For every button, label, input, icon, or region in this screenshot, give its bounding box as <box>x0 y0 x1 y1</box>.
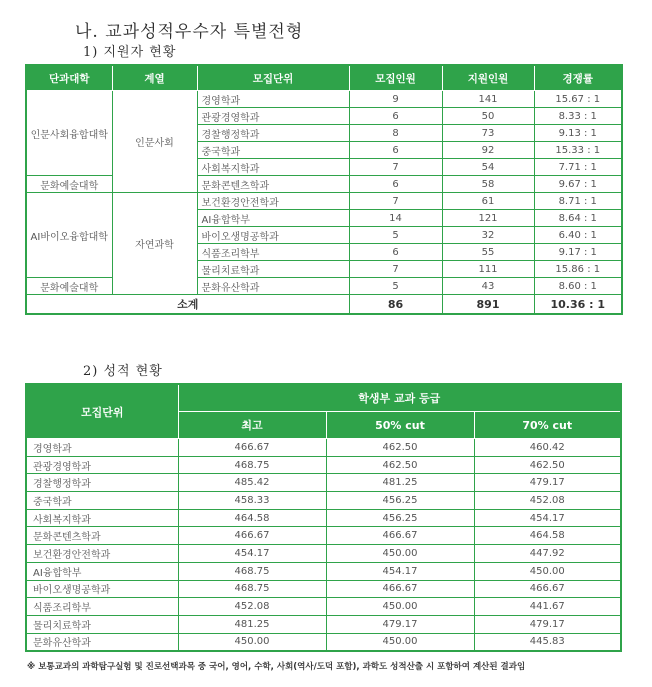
cut70-cell: 462.50 <box>474 456 621 474</box>
ratio-cell: 15.86 : 1 <box>534 261 622 278</box>
header-unit: 모집단위 <box>26 384 178 439</box>
header-50-cut: 50% cut <box>326 412 474 439</box>
applicants-cell: 58 <box>442 176 534 193</box>
table-row <box>26 545 621 563</box>
field-cell: 인문사회 <box>112 91 197 193</box>
grade-status-heading: 2) 성적 현황 <box>83 364 163 379</box>
header-70-cut: 70% cut <box>474 412 621 439</box>
applicants-cell: 141 <box>442 91 534 108</box>
table-row <box>26 474 621 492</box>
top-score-cell: 481.25 <box>178 615 326 633</box>
ratio-cell: 8.64 : 1 <box>534 210 622 227</box>
unit-cell: 바이오생명공학과 <box>197 227 349 244</box>
header-grade-group: 학생부 교과 등급 <box>178 384 621 412</box>
top-score-cell: 468.75 <box>178 580 326 598</box>
cut50-cell: 454.17 <box>326 562 474 580</box>
table-row <box>26 615 621 633</box>
cut50-cell: 450.00 <box>326 598 474 616</box>
table-row <box>26 439 621 457</box>
table-row <box>26 527 621 545</box>
cut50-cell: 462.50 <box>326 439 474 457</box>
cut70-cell: 479.17 <box>474 615 621 633</box>
quota-cell: 6 <box>349 244 442 261</box>
quota-cell: 7 <box>349 193 442 210</box>
cut50-cell: 456.25 <box>326 492 474 510</box>
top-score-cell: 452.08 <box>178 598 326 616</box>
applicants-cell: 92 <box>442 142 534 159</box>
top-score-cell: 458.33 <box>178 492 326 510</box>
field-cell: 자연과학 <box>112 193 197 295</box>
cut50-cell: 481.25 <box>326 474 474 492</box>
college-cell: 인문사회융합대학 <box>26 91 112 176</box>
unit-cell: 경영학과 <box>197 91 349 108</box>
college-cell: 문화예술대학 <box>26 176 112 193</box>
unit-cell: 식품조리학부 <box>197 244 349 261</box>
top-score-cell: 485.42 <box>178 474 326 492</box>
cut70-cell: 441.67 <box>474 598 621 616</box>
college-cell: AI바이오융합대학 <box>26 193 112 278</box>
quota-cell: 5 <box>349 278 442 295</box>
total-label: 소계 <box>26 295 349 315</box>
table-header-row <box>26 65 622 91</box>
unit-cell: AI융합학부 <box>26 562 178 580</box>
applicant-status-heading: 1) 지원자 현황 <box>83 45 177 60</box>
cut70-cell: 452.08 <box>474 492 621 510</box>
ratio-cell: 7.71 : 1 <box>534 159 622 176</box>
cut70-cell: 464.58 <box>474 527 621 545</box>
quota-cell: 6 <box>349 108 442 125</box>
cut50-cell: 462.50 <box>326 456 474 474</box>
header-top: 최고 <box>178 412 326 439</box>
applicants-cell: 43 <box>442 278 534 295</box>
top-score-cell: 466.67 <box>178 527 326 545</box>
quota-cell: 9 <box>349 91 442 108</box>
table-row <box>26 598 621 616</box>
total-applicants: 891 <box>442 295 534 315</box>
unit-cell: 관광경영학과 <box>197 108 349 125</box>
quota-cell: 7 <box>349 261 442 278</box>
cut50-cell: 479.17 <box>326 615 474 633</box>
footnote: ※ 보통교과의 과학탐구실험 및 진로선택과목 중 국어, 영어, 수학, 사회(역사/도덕 포함), 과학도 성적산출 시 포함하여 계산된 결과임 <box>27 662 526 672</box>
header-applicants: 지원인원 <box>442 65 534 91</box>
cut50-cell: 466.67 <box>326 527 474 545</box>
quota-cell: 7 <box>349 159 442 176</box>
unit-cell: 문화유산학과 <box>26 633 178 651</box>
top-score-cell: 450.00 <box>178 633 326 651</box>
unit-cell: 관광경영학과 <box>26 456 178 474</box>
cut70-cell: 460.42 <box>474 439 621 457</box>
applicants-cell: 32 <box>442 227 534 244</box>
applicants-cell: 111 <box>442 261 534 278</box>
unit-cell: 보건환경안전학과 <box>26 545 178 563</box>
table-row <box>26 562 621 580</box>
quota-cell: 14 <box>349 210 442 227</box>
cut50-cell: 450.00 <box>326 545 474 563</box>
header-field: 계열 <box>112 65 197 91</box>
unit-cell: 사회복지학과 <box>26 509 178 527</box>
applicants-cell: 121 <box>442 210 534 227</box>
applicant-status-table <box>25 64 623 315</box>
table-row <box>26 633 621 651</box>
header-unit: 모집단위 <box>197 65 349 91</box>
section-title: 나. 교과성적우수자 특별전형 <box>75 22 304 42</box>
table-header-row <box>26 384 621 412</box>
unit-cell: 중국학과 <box>197 142 349 159</box>
unit-cell: 문화유산학과 <box>197 278 349 295</box>
ratio-cell: 8.71 : 1 <box>534 193 622 210</box>
quota-cell: 5 <box>349 227 442 244</box>
header-ratio: 경쟁률 <box>534 65 622 91</box>
ratio-cell: 15.67 : 1 <box>534 91 622 108</box>
table-row <box>26 456 621 474</box>
unit-cell: 사회복지학과 <box>197 159 349 176</box>
applicants-cell: 50 <box>442 108 534 125</box>
header-quota: 모집인원 <box>349 65 442 91</box>
cut50-cell: 466.67 <box>326 580 474 598</box>
unit-cell: 문화콘텐츠학과 <box>197 176 349 193</box>
unit-cell: 경영학과 <box>26 439 178 457</box>
applicants-cell: 61 <box>442 193 534 210</box>
cut50-cell: 456.25 <box>326 509 474 527</box>
cut70-cell: 450.00 <box>474 562 621 580</box>
table-row <box>26 91 622 108</box>
unit-cell: 경찰행정학과 <box>197 125 349 142</box>
unit-cell: 중국학과 <box>26 492 178 510</box>
unit-cell: AI융합학부 <box>197 210 349 227</box>
cut70-cell: 479.17 <box>474 474 621 492</box>
applicants-cell: 55 <box>442 244 534 261</box>
top-score-cell: 464.58 <box>178 509 326 527</box>
top-score-cell: 468.75 <box>178 562 326 580</box>
unit-cell: 경찰행정학과 <box>26 474 178 492</box>
college-cell: 문화예술대학 <box>26 278 112 295</box>
quota-cell: 6 <box>349 176 442 193</box>
ratio-cell: 9.17 : 1 <box>534 244 622 261</box>
cut70-cell: 447.92 <box>474 545 621 563</box>
cut70-cell: 445.83 <box>474 633 621 651</box>
total-row <box>26 295 622 315</box>
cut70-cell: 466.67 <box>474 580 621 598</box>
table-row <box>26 193 622 210</box>
ratio-cell: 8.60 : 1 <box>534 278 622 295</box>
table-row <box>26 580 621 598</box>
unit-cell: 물리치료학과 <box>197 261 349 278</box>
top-score-cell: 466.67 <box>178 439 326 457</box>
table-row <box>26 509 621 527</box>
header-college: 단과대학 <box>26 65 112 91</box>
ratio-cell: 6.40 : 1 <box>534 227 622 244</box>
quota-cell: 8 <box>349 125 442 142</box>
applicants-cell: 73 <box>442 125 534 142</box>
total-quota: 86 <box>349 295 442 315</box>
unit-cell: 식품조리학부 <box>26 598 178 616</box>
top-score-cell: 468.75 <box>178 456 326 474</box>
cut70-cell: 454.17 <box>474 509 621 527</box>
unit-cell: 바이오생명공학과 <box>26 580 178 598</box>
applicants-cell: 54 <box>442 159 534 176</box>
cut50-cell: 450.00 <box>326 633 474 651</box>
top-score-cell: 454.17 <box>178 545 326 563</box>
ratio-cell: 8.33 : 1 <box>534 108 622 125</box>
ratio-cell: 9.67 : 1 <box>534 176 622 193</box>
grade-status-table <box>25 383 622 652</box>
unit-cell: 물리치료학과 <box>26 615 178 633</box>
total-ratio: 10.36 : 1 <box>534 295 622 315</box>
quota-cell: 6 <box>349 142 442 159</box>
unit-cell: 보건환경안전학과 <box>197 193 349 210</box>
ratio-cell: 15.33 : 1 <box>534 142 622 159</box>
ratio-cell: 9.13 : 1 <box>534 125 622 142</box>
table-row <box>26 492 621 510</box>
unit-cell: 문화콘텐츠학과 <box>26 527 178 545</box>
